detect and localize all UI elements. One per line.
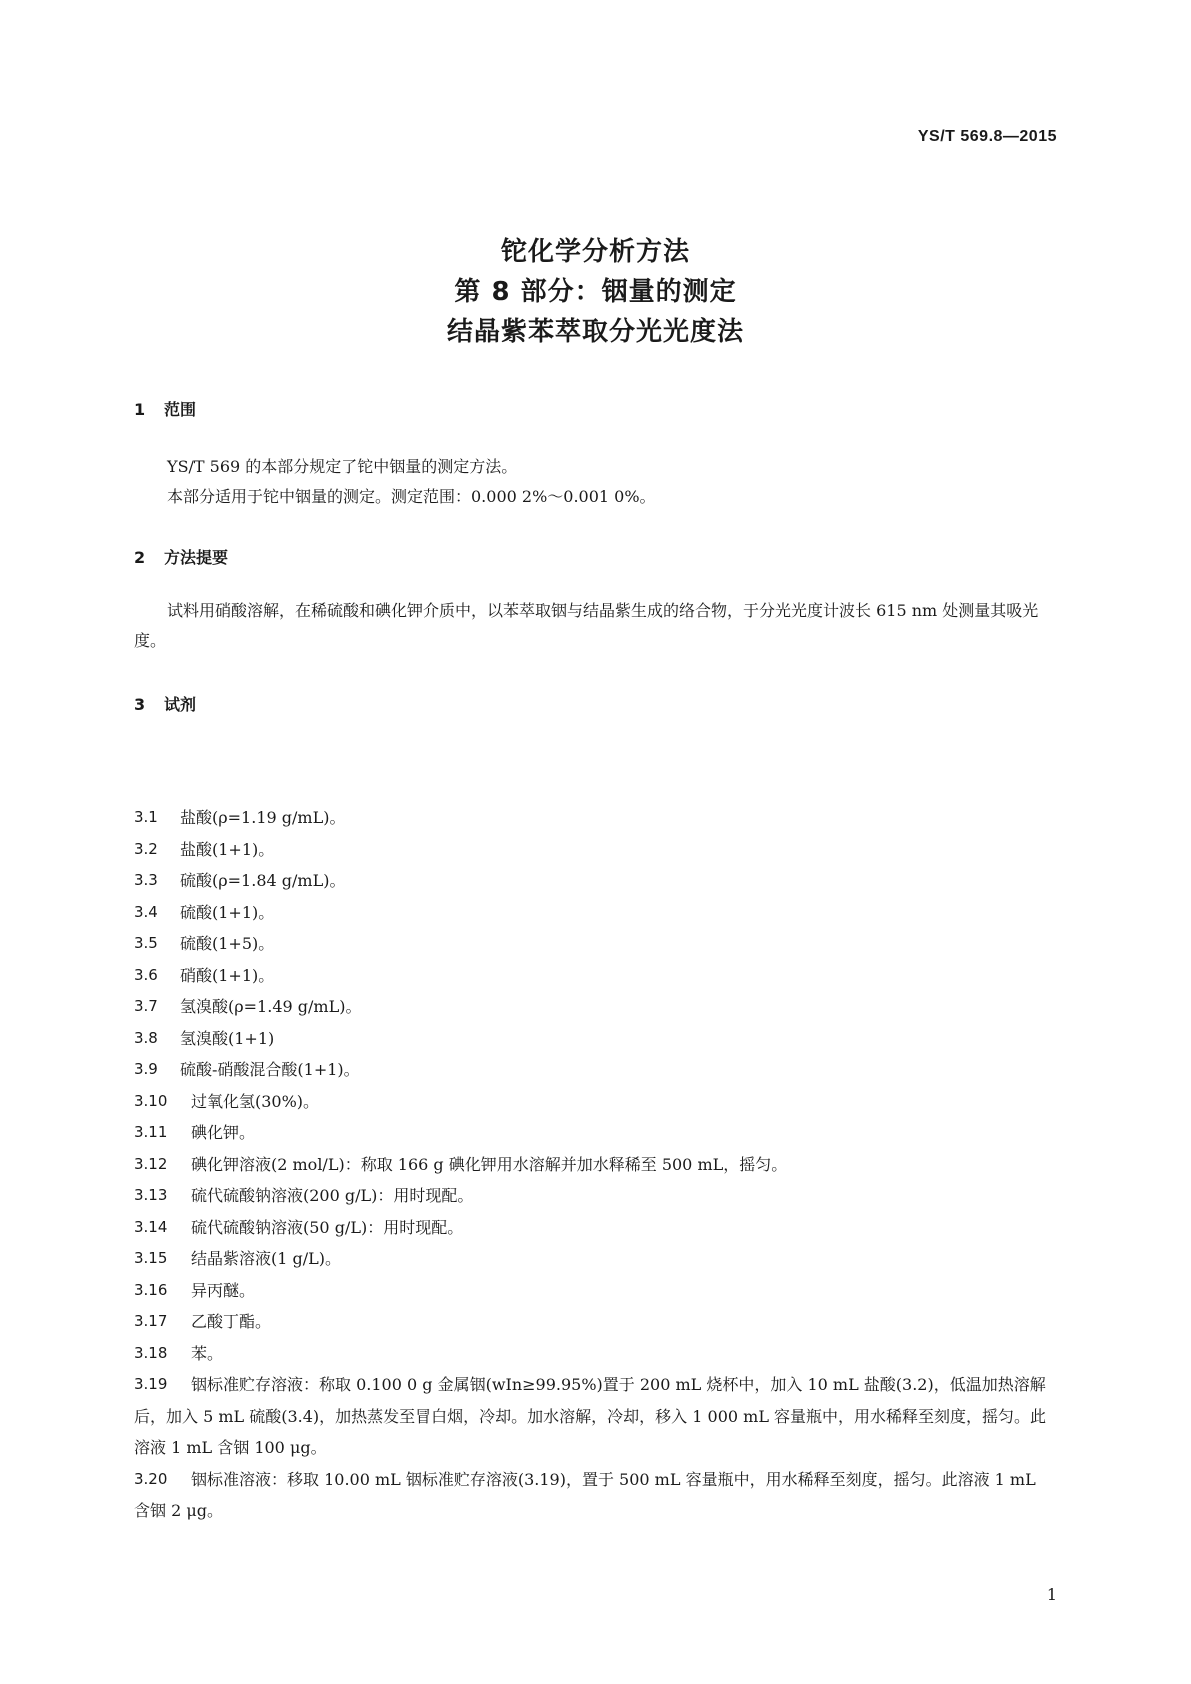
list-item: 3.16 异丙醚。: [134, 1280, 256, 1300]
list-item: 3.20 铟标准溶液：移取 10.00 mL 铟标准贮存溶液(3.19)，置于 500 mL 容量瓶中，用水稀释至刻度，摇匀。此溶液 1 mL 含铟 2 μg。: [134, 1469, 1036, 1520]
list-item: 3.3 硫酸(ρ=1.84 g/mL)。: [134, 871, 346, 890]
reagent-list: [134, 802, 1054, 1527]
list-item: 3.11 碘化钾。: [134, 1123, 256, 1142]
section-2-heading: [134, 545, 228, 568]
list-item: 3.18 苯。: [134, 1343, 224, 1363]
section-2-paragraph-1: 试料用硝酸溶解，在稀硫酸和碘化钾介质中，以苯萃取铟与结晶紫生成的络合物，于分光光度计波长 615 nm 处测量其吸光度。: [134, 601, 1039, 650]
list-item: 3.13 硫代硫酸钠溶液(200 g/L)：用时现配。: [134, 1186, 474, 1205]
list-item: 3.8 氢溴酸(1+1): [134, 1028, 275, 1048]
section-1-paragraph-2: 本部分适用于铊中铟量的测定。测定范围：0.000 2%～0.001 0%。: [167, 487, 656, 506]
list-item: 3.7 氢溴酸(ρ=1.49 g/mL)。: [134, 997, 362, 1016]
list-item: 3.17 乙酸丁酯。: [134, 1312, 272, 1331]
standard-code: YS/T 569.8—2015: [917, 128, 1057, 145]
list-item: 3.9 硫酸-硝酸混合酸(1+1)。: [134, 1060, 360, 1079]
document-title: [0, 232, 1191, 352]
title-line-2: 第 8 部分：铟量的测定: [454, 277, 737, 307]
list-item: 3.12 碘化钾溶液(2 mol/L)：称取 166 g 碘化钾用水溶解并加水释稀至 500 mL，摇匀。: [134, 1154, 788, 1174]
section-1-heading: [134, 397, 196, 420]
section-3-heading: [134, 692, 196, 715]
list-item: 3.5 硫酸(1+5)。: [134, 934, 275, 953]
list-item: 3.2 盐酸(1+1)。: [134, 839, 275, 859]
list-item: 3.15 结晶紫溶液(1 g/L)。: [134, 1249, 342, 1268]
section-number: 3: [134, 695, 146, 714]
section-title: 范围: [164, 400, 197, 419]
page-number: 1: [1046, 1585, 1057, 1604]
list-item: 3.19 铟标准贮存溶液：称取 0.100 0 g 金属铟(wIn≥99.95%)置于 200 mL 烧杯中，加入 10 mL 盐酸(3.2)，低温加热溶解后，加入 5 mL 硫酸(3.4)，加热蒸发至冒白烟，冷却。加水溶解，冷却，移入 1 000 mL 容量瓶中，用水稀释至刻度，摇匀。此溶液 1 mL 含铟 100 μg。: [134, 1375, 1047, 1457]
title-line-3: 结晶紫苯萃取分光光度法: [446, 317, 744, 347]
list-item: 3.4 硫酸(1+1)。: [134, 902, 275, 922]
list-item: 3.1 盐酸(ρ=1.19 g/mL)。: [134, 808, 346, 827]
section-1-paragraph-1: YS/T 569 的本部分规定了铊中铟量的测定方法。: [167, 457, 518, 476]
section-number: 2: [134, 548, 146, 567]
list-item: 3.14 硫代硫酸钠溶液(50 g/L)：用时现配。: [134, 1217, 464, 1237]
section-title: 方法提要: [164, 548, 229, 567]
title-line-1: 铊化学分析方法: [500, 237, 690, 267]
section-number: 1: [134, 400, 146, 419]
list-item: 3.10 过氧化氢(30%)。: [134, 1091, 320, 1111]
list-item: 3.6 硝酸(1+1)。: [134, 965, 275, 985]
section-title: 试剂: [164, 695, 197, 714]
